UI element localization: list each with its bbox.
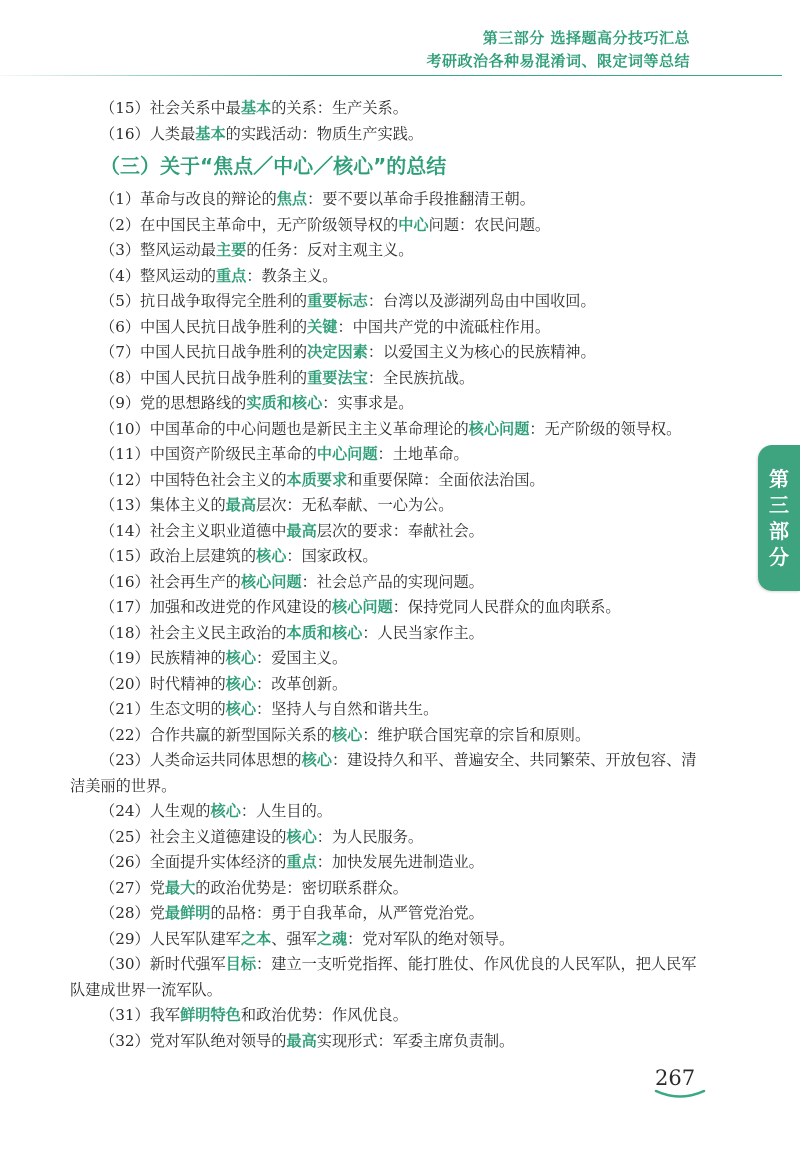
item-text: 的关系：生产关系。 <box>271 99 408 117</box>
item-text: （4）整风运动的 <box>100 266 216 285</box>
item-keyword: 核心 <box>225 674 257 693</box>
item-keyword: 鲜明特色 <box>180 1006 241 1024</box>
item-text: （20）时代精神的 <box>100 674 226 693</box>
item-text: （8）中国人民抗日战争胜利的 <box>100 368 308 387</box>
list-item <box>70 952 710 1003</box>
item-keyword: 核心 <box>210 802 241 820</box>
item-text: ：加快发展先进制造业。 <box>316 853 484 871</box>
item-text: ：建立一支听党指挥、能打胜仗、作风优良的人民军队，把人民军队建成世界一流军队。 <box>70 955 697 999</box>
list-item <box>70 1003 710 1029</box>
summary-list <box>70 187 710 1054</box>
item-text: ：以爱国主义为核心的民族精神。 <box>367 343 596 361</box>
item-text: （15）社会关系中最 <box>100 99 241 117</box>
list-item <box>70 876 710 902</box>
item-text: （19）民族精神的 <box>100 649 226 667</box>
item-text: （17）加强和改进党的作风建设的 <box>100 598 332 616</box>
item-keyword: 最大 <box>164 878 196 897</box>
item-text: 层次：无私奉献、一心为公。 <box>256 496 454 514</box>
list-item <box>70 697 710 723</box>
item-text: 的品格：勇于自我革命，从严管党治党。 <box>210 904 484 922</box>
item-keyword: 基本 <box>195 124 226 143</box>
item-keyword: 主要 <box>215 241 247 259</box>
side-tab-char: 分 <box>769 545 789 569</box>
item-text: ：社会总产品的实现问题。 <box>301 572 484 591</box>
list-item <box>70 315 710 341</box>
item-keyword: 实质和核心 <box>246 394 323 412</box>
item-text: （2）在中国民主革命中，无产阶级领导权的 <box>100 215 399 234</box>
item-text: 问题：农民问题。 <box>428 215 551 234</box>
list-item <box>70 825 710 851</box>
item-text: 的实践活动：物质生产实践。 <box>225 124 424 143</box>
item-text: ：无产阶级的领导权。 <box>529 419 682 438</box>
item-text: ：保持党同人民群众的血肉联系。 <box>392 598 621 616</box>
item-text: （15）政治上层建筑的 <box>100 547 257 565</box>
section-heading: （三）关于“焦点／中心／核心”的总结 <box>100 154 447 178</box>
list-item <box>70 723 710 749</box>
item-text: ：建设持久和平、普遍安全、共同繁荣、开放包容、清洁美丽的世界。 <box>70 751 697 795</box>
header-subtitle: 考研政治各种易混淆词、限定词等总结 <box>426 52 690 70</box>
item-keyword: 焦点 <box>276 190 308 208</box>
item-keyword: 核心 <box>301 751 332 769</box>
item-keyword: 核心 <box>286 827 317 846</box>
item-text: ：国家政权。 <box>286 547 378 565</box>
item-text: （3）整风运动最 <box>100 241 216 259</box>
item-text: 实现形式：军委主席负责制。 <box>316 1031 515 1050</box>
item-text: ：人民当家作主。 <box>362 623 484 642</box>
side-tab-char: 第 <box>769 467 789 491</box>
item-keyword: 目标 <box>225 955 257 973</box>
list-item <box>70 417 710 443</box>
page-number-arc-decoration <box>654 1088 706 1102</box>
list-item <box>70 927 710 953</box>
item-keyword: 核心 <box>225 649 257 667</box>
item-text: （21）生态文明的 <box>100 700 226 718</box>
item-text: （29）人民军队建军 <box>100 929 241 948</box>
item-text: （6）中国人民抗日战争胜利的 <box>100 317 308 336</box>
item-keyword: 核心问题 <box>331 598 393 616</box>
list-item <box>70 187 710 213</box>
side-tab-char: 三 <box>769 493 789 517</box>
item-text: ：要不要以革命手段推翻清王朝。 <box>307 190 535 208</box>
item-text: 和重要保障：全面依法治国。 <box>347 470 545 489</box>
item-keyword: 之本 <box>240 929 272 948</box>
list-item <box>70 366 710 392</box>
item-keyword: 核心 <box>256 547 287 565</box>
list-item <box>70 748 710 799</box>
list-item <box>70 544 710 570</box>
item-text: （18）社会主义民主政治的 <box>100 623 287 642</box>
list-item <box>70 850 710 876</box>
item-text: ：中国共产党的中流砥柱作用。 <box>337 317 551 336</box>
list-item <box>70 238 710 264</box>
list-item <box>70 493 710 519</box>
item-text: （1）革命与改良的辩论的 <box>100 190 277 208</box>
item-text: 的任务：反对主观主义。 <box>246 241 414 259</box>
item-keyword: 中心问题 <box>316 445 378 463</box>
item-text: （11）中国资产阶级民主革命的 <box>100 445 317 463</box>
item-text: （13）集体主义的 <box>100 496 226 514</box>
item-keyword: 核心问题 <box>240 572 302 591</box>
item-text: （5）抗日战争取得完全胜利的 <box>100 292 308 310</box>
item-text: （16）社会再生产的 <box>100 572 241 591</box>
item-keyword: 重要标志 <box>307 292 368 310</box>
item-keyword: 核心 <box>331 725 363 744</box>
item-keyword: 本质和核心 <box>286 623 363 642</box>
item-keyword: 最鲜明 <box>164 904 211 922</box>
header-section-title: 第三部分 选择题高分技巧汇总 <box>482 29 690 47</box>
item-text: （31）我军 <box>100 1006 181 1024</box>
list-item <box>70 672 710 698</box>
item-keyword: 最高 <box>286 521 317 540</box>
list-item <box>70 646 710 672</box>
item-keyword: 最高 <box>286 1031 317 1050</box>
section-side-tab <box>758 445 800 591</box>
item-text: ：维护联合国宪章的宗旨和原则。 <box>362 725 591 744</box>
item-text: （10）中国革命的中心问题也是新民主主义革命理论的 <box>100 419 469 438</box>
item-text: ：人生目的。 <box>240 802 332 820</box>
item-keyword: 重点 <box>215 266 247 285</box>
item-text: 、强军 <box>271 929 317 948</box>
item-keyword: 重点 <box>286 853 317 871</box>
side-tab-char: 部 <box>769 519 789 543</box>
item-text: （22）合作共赢的新型国际关系的 <box>100 725 332 744</box>
item-text: ：改革创新。 <box>256 674 348 693</box>
list-item <box>70 122 710 148</box>
list-item <box>70 213 710 239</box>
list-item <box>70 264 710 290</box>
item-text: （28）党 <box>100 904 165 922</box>
item-keyword: 本质要求 <box>286 470 348 489</box>
item-text: ：为人民服务。 <box>316 827 424 846</box>
list-item <box>70 468 710 494</box>
list-item <box>70 595 710 621</box>
item-text: ：党对军队的绝对领导。 <box>347 929 515 948</box>
list-item <box>70 442 710 468</box>
item-text: （25）社会主义道德建设的 <box>100 827 287 846</box>
item-keyword: 核心 <box>225 700 257 718</box>
item-text: （23）人类命运共同体思想的 <box>100 751 302 769</box>
item-text: （32）党对军队绝对领导的 <box>100 1031 287 1050</box>
list-item <box>70 289 710 315</box>
item-text: ：全民族抗战。 <box>367 368 475 387</box>
item-text: （14）社会主义职业道德中 <box>100 521 287 540</box>
item-text: （26）全面提升实体经济的 <box>100 853 287 871</box>
list-item <box>70 391 710 417</box>
item-text: （24）人生观的 <box>100 802 211 820</box>
item-text: ：实事求是。 <box>322 394 414 412</box>
item-text: （27）党 <box>100 878 165 897</box>
item-keyword: 重要法宝 <box>307 368 368 387</box>
list-item <box>70 799 710 825</box>
item-text: （12）中国特色社会主义的 <box>100 470 287 489</box>
item-text: （9）党的思想路线的 <box>100 394 247 412</box>
item-text: ：台湾以及澎湖列岛由中国收回。 <box>367 292 596 310</box>
list-item <box>70 96 710 122</box>
item-text: 的政治优势是：密切联系群众。 <box>195 878 408 897</box>
item-text: 和政治优势：作风优良。 <box>240 1006 408 1024</box>
previous-items-list <box>70 96 710 147</box>
list-item <box>70 570 710 596</box>
list-item <box>70 340 710 366</box>
list-item <box>70 901 710 927</box>
item-keyword: 决定因素 <box>307 343 368 361</box>
main-content <box>70 96 710 1054</box>
item-keyword: 核心问题 <box>468 419 530 438</box>
item-text: ：土地革命。 <box>377 445 469 463</box>
item-text: （30）新时代强军 <box>100 955 226 973</box>
item-text: ：爱国主义。 <box>256 649 348 667</box>
item-text: ：教条主义。 <box>246 266 338 285</box>
item-keyword: 最高 <box>225 496 257 514</box>
page-number: 267 <box>655 1066 696 1090</box>
page-header <box>426 28 690 72</box>
item-keyword: 中心 <box>398 215 429 234</box>
item-keyword: 之魂 <box>316 929 348 948</box>
item-keyword: 关键 <box>307 317 338 336</box>
item-keyword: 基本 <box>240 99 272 117</box>
list-item <box>70 621 710 647</box>
item-text: （7）中国人民抗日战争胜利的 <box>100 343 308 361</box>
item-text: ：坚持人与自然和谐共生。 <box>256 700 439 718</box>
item-text: 层次的要求：奉献社会。 <box>316 521 484 540</box>
list-item <box>70 519 710 545</box>
header-divider <box>0 75 782 76</box>
list-item <box>70 1029 710 1055</box>
item-text: （16）人类最 <box>100 124 196 143</box>
